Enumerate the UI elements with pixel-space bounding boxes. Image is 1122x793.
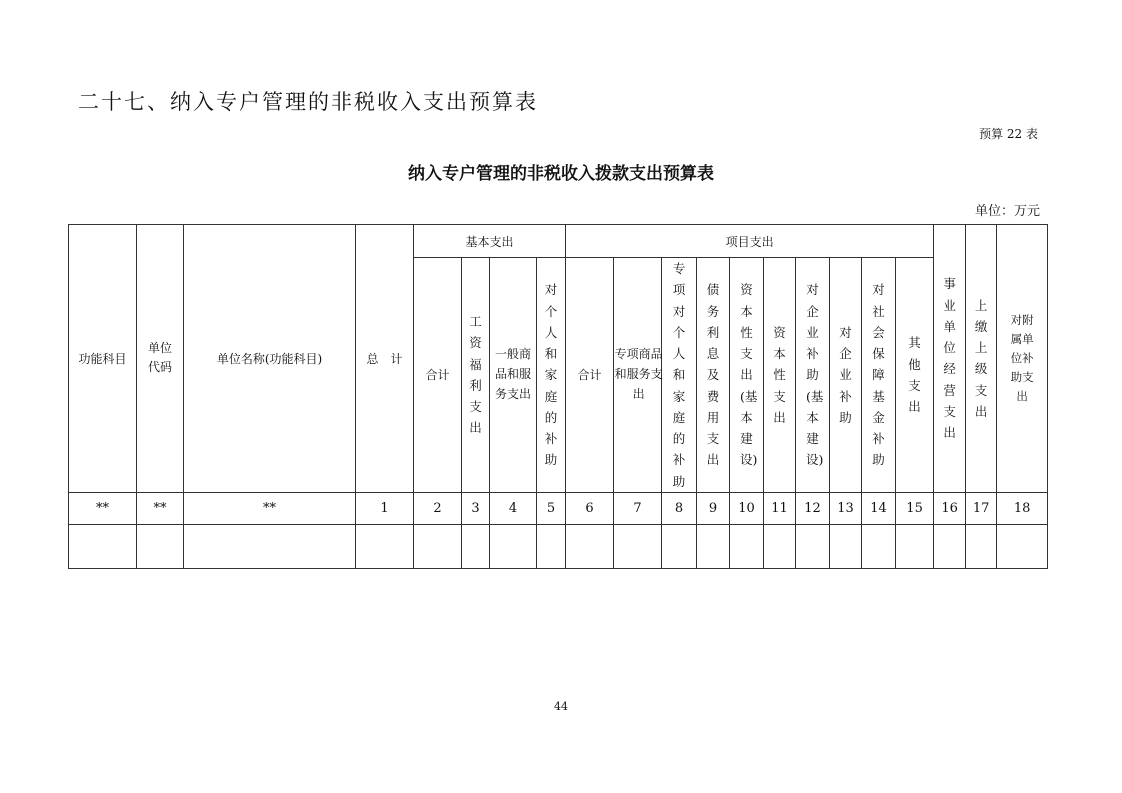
empty-row [69, 524, 1048, 568]
project-personal: 专项对个人和家庭的补助 [662, 258, 697, 493]
code-cell: 18 [997, 492, 1048, 524]
code-cell: 5 [537, 492, 566, 524]
basic-personal: 对个人和家庭的补助 [537, 258, 566, 493]
basic-goods: 一般商品和服务支出 [490, 258, 537, 493]
col-unit-name: 单位名称(功能科目) [184, 225, 356, 493]
code-row [69, 492, 1048, 524]
basic-total: 合计 [414, 258, 462, 493]
budget-table [68, 224, 1048, 569]
code-cell: 13 [830, 492, 862, 524]
code-cell: 17 [966, 492, 997, 524]
project-social-security: 对社会保障基金补助 [862, 258, 896, 493]
code-cell: 2 [414, 492, 462, 524]
col-unit-code: 单位代码 [137, 225, 184, 493]
table-number: 预算 22 表 [979, 127, 1038, 141]
project-other: 其他支出 [896, 258, 934, 493]
code-cell: 14 [862, 492, 896, 524]
code-cell: 8 [662, 492, 697, 524]
table-title: 纳入专户管理的非税收入拨款支出预算表 [408, 164, 714, 184]
col-remit: 上缴上级支出 [966, 225, 997, 493]
code-cell: 9 [697, 492, 730, 524]
code-cell: 15 [896, 492, 934, 524]
code-cell: ** [137, 492, 184, 524]
col-business: 事业单位经营支出 [934, 225, 966, 493]
group-basic: 基本支出 [414, 225, 566, 258]
page-number: 44 [554, 700, 568, 713]
basic-wages: 工资福利支出 [462, 258, 490, 493]
group-project: 项目支出 [566, 225, 934, 258]
col-total: 总 计 [356, 225, 414, 493]
unit-label: 单位：万元 [974, 204, 1040, 219]
project-capital-construction: 资本性支出(基本建设) [730, 258, 764, 493]
code-cell: 12 [796, 492, 830, 524]
project-total: 合计 [566, 258, 614, 493]
project-capital: 资本性支出 [764, 258, 796, 493]
code-cell: ** [69, 492, 137, 524]
col-subsidy: 对附属单位补助支出 [997, 225, 1048, 493]
code-cell: 4 [490, 492, 537, 524]
code-cell: ** [184, 492, 356, 524]
code-cell: 6 [566, 492, 614, 524]
code-cell: 11 [764, 492, 796, 524]
section-heading: 二十七、纳入专户管理的非税收入支出预算表 [78, 90, 538, 114]
code-cell: 16 [934, 492, 966, 524]
project-enterprise: 对企业补助 [830, 258, 862, 493]
code-cell: 1 [356, 492, 414, 524]
header-row-1 [69, 225, 1048, 258]
col-function: 功能科目 [69, 225, 137, 493]
project-goods: 专项商品和服务支出 [614, 258, 662, 493]
code-cell: 10 [730, 492, 764, 524]
project-debt: 债务利息及费用支出 [697, 258, 730, 493]
code-cell: 3 [462, 492, 490, 524]
code-cell: 7 [614, 492, 662, 524]
project-enterprise-construction: 对企业补助(基本建设) [796, 258, 830, 493]
